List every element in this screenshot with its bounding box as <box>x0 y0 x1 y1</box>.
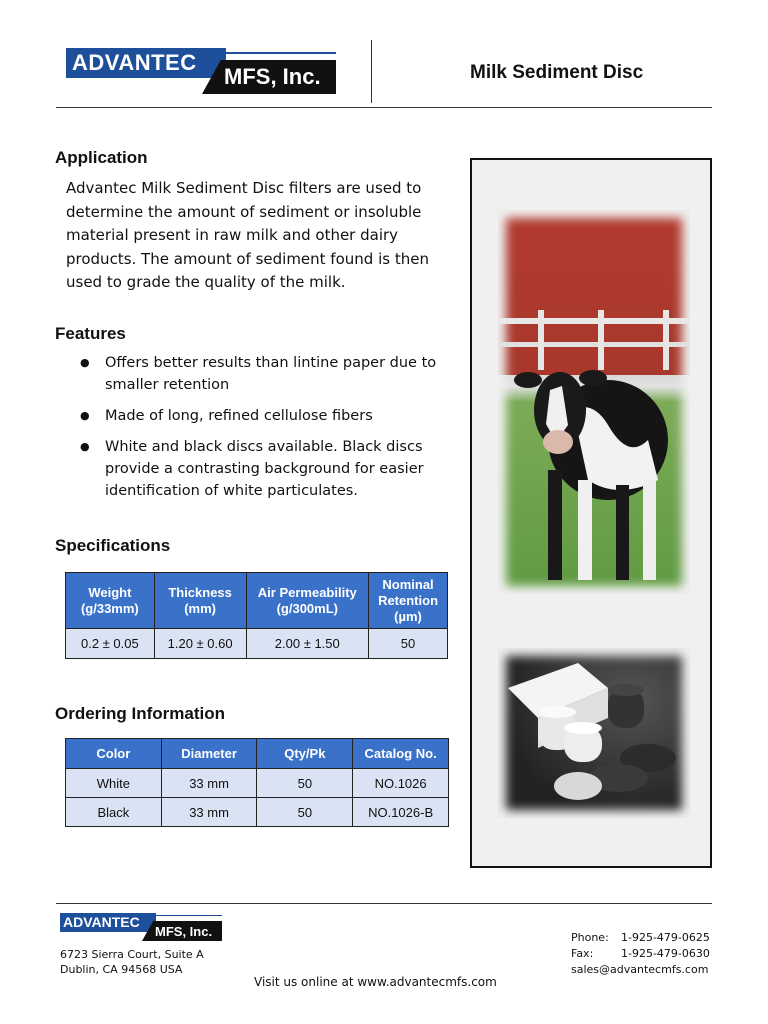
spec-header-thickness: Thickness (mm) <box>154 573 246 629</box>
page-title: Milk Sediment Disc <box>470 62 644 83</box>
fax-number: 1-925-479-0630 <box>621 947 710 960</box>
order-cell: White <box>66 769 162 798</box>
sediment-discs-photo <box>498 648 690 818</box>
logo-primary-text: ADVANTEC <box>72 50 197 75</box>
logo-secondary-text: MFS, Inc. <box>224 64 321 89</box>
features-heading: Features <box>55 324 126 343</box>
fax-label: Fax: <box>571 947 594 960</box>
feature-item: ● Made of long, refined cellulose fibers <box>80 405 460 427</box>
cow-illustration <box>498 210 690 594</box>
feature-item: ● Offers better results than lintine paper due to smaller retention <box>80 352 460 396</box>
features-list <box>80 352 460 511</box>
product-image-panel <box>470 158 712 868</box>
footer-logo-primary: ADVANTEC <box>63 914 140 930</box>
spec-header-weight: Weight (g/33mm) <box>66 573 155 629</box>
order-cell: 50 <box>257 769 353 798</box>
header-divider <box>371 40 372 103</box>
footer-contact <box>571 930 710 978</box>
spec-cell: 2.00 ± 1.50 <box>246 629 369 659</box>
table-row <box>66 769 449 798</box>
order-cell: NO.1026 <box>353 769 449 798</box>
order-cell: NO.1026-B <box>353 798 449 827</box>
address-line: 6723 Sierra Court, Suite A <box>60 948 204 961</box>
footer-address <box>60 947 204 977</box>
header-rule <box>56 107 712 108</box>
order-header-qty: Qty/Pk <box>257 739 353 769</box>
spec-cell: 1.20 ± 0.60 <box>154 629 246 659</box>
phone-number: 1-925-479-0625 <box>621 931 710 944</box>
application-heading: Application <box>55 148 148 167</box>
footer-rule <box>56 903 712 904</box>
company-logo <box>66 44 338 98</box>
specifications-table <box>65 572 448 659</box>
spec-header-retention: Nominal Retention (µm) <box>369 573 448 629</box>
table-row <box>66 798 449 827</box>
order-cell: Black <box>66 798 162 827</box>
specifications-heading: Specifications <box>55 536 171 555</box>
address-line: Dublin, CA 94568 USA <box>60 963 183 976</box>
email-link[interactable]: sales@advantecmfs.com <box>571 963 709 976</box>
order-cell: 50 <box>257 798 353 827</box>
spec-cell: 0.2 ± 0.05 <box>66 629 155 659</box>
order-header-diameter: Diameter <box>161 739 257 769</box>
spec-header-air-permeability: Air Permeability (g/300mL) <box>246 573 369 629</box>
order-header-catalog: Catalog No. <box>353 739 449 769</box>
feature-item: ● White and black discs available. Black discs provide a contrasting background for easier identification of white particulates. <box>80 436 460 502</box>
phone-label: Phone: <box>571 931 609 944</box>
footer-logo <box>60 911 222 943</box>
website-link[interactable]: Visit us online at www.advantecmfs.com <box>254 975 497 989</box>
order-cell: 33 mm <box>161 769 257 798</box>
order-cell: 33 mm <box>161 798 257 827</box>
footer-logo-secondary: MFS, Inc. <box>155 924 213 939</box>
order-header-color: Color <box>66 739 162 769</box>
ordering-table <box>65 738 449 827</box>
spec-cell: 50 <box>369 629 448 659</box>
table-row <box>66 629 448 659</box>
discs-illustration <box>498 648 690 818</box>
application-text: Advantec Milk Sediment Disc filters are used to determine the amount of sediment or insoluble material present in raw milk and other dairy products. The amount of sediment found is then used to grade the quality of the milk. <box>66 179 429 291</box>
ordering-heading: Ordering Information <box>55 704 225 723</box>
cow-photo <box>498 210 690 594</box>
